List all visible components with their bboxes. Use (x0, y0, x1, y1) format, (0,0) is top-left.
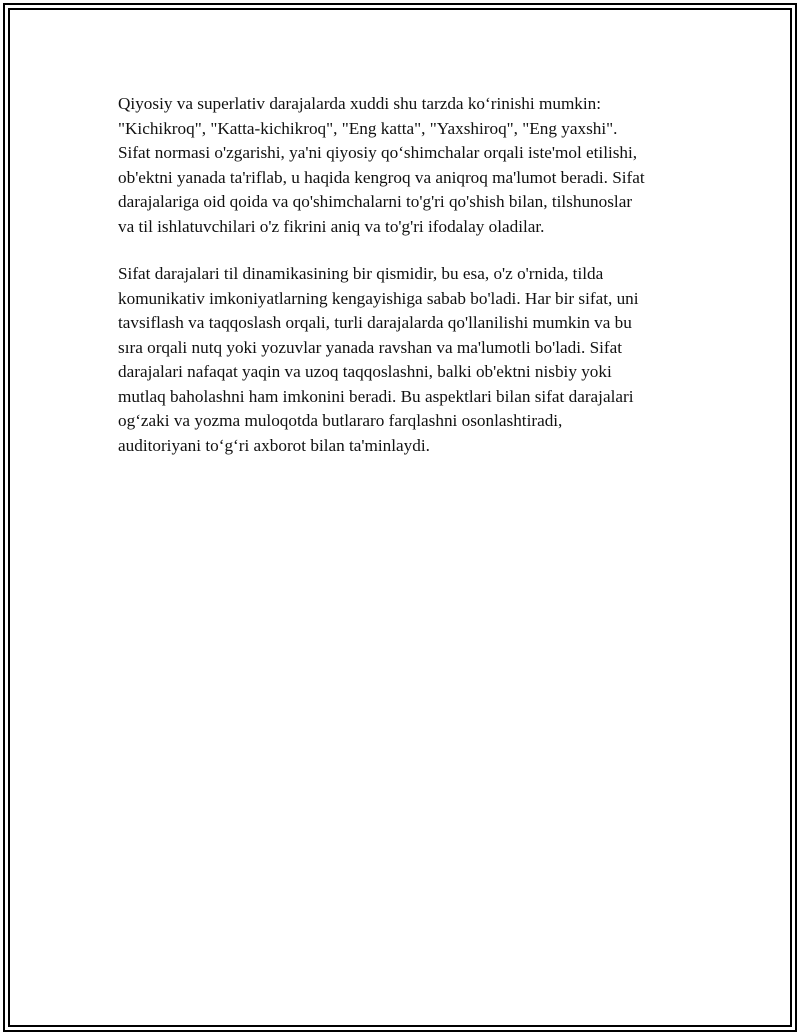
text-line: auditoriyani to‘g‘ri axborot bilan ta'minlaydi. (118, 435, 430, 455)
text-line: Sifat normasi o'zgarishi, ya'ni qiyosiy qo‘shimchalar orqali iste'mol etilishi, (118, 143, 638, 162)
text-line: darajalari nafaqat yaqin va uzoq taqqoslashni, balki ob'ektni nisbiy yoki (118, 362, 612, 381)
text-line: og‘zaki va yozma muloqotda butlararo farqlashni osonlashtiradi, (118, 411, 563, 430)
text-line: ob'ektni yanada ta'riflab, u haqida kengroq va aniqroq ma'lumot beradi. Sifat (118, 167, 645, 187)
text-line: sıra orqali nutq yoki yozuvlar yanada ravshan va ma'lumotli bo'ladi. Sifat (118, 337, 623, 357)
text-line: Qiyosiy va superlativ darajalarda xuddi shu tarzda ko‘rinishi mumkin: (118, 94, 602, 113)
text-line: tavsiflash va taqqoslash orqali, turli darajalarda qo'llanilishi mumkin va bu (118, 313, 632, 332)
text-line: komunikativ imkoniyatlarning kengayishiga sabab bo'ladi. Har bir sifat, uni (118, 288, 639, 308)
paragraph-2 (118, 262, 698, 458)
text-line: va til ishlatuvchilari o'z fikrini aniq va to'g'ri ifodalay oladilar. (118, 216, 545, 236)
text-line: darajalariga oid qoida va qo'shimchalarni to'g'ri qo'shish bilan, tilshunoslar (118, 192, 633, 211)
text-line: Sifat darajalari til dinamikasining bir qismidir, bu esa, o'z o'rnida, tilda (118, 264, 604, 283)
text-line: mutlaq baholashni ham imkonini beradi. Bu aspektlari bilan sifat darajalari (118, 386, 634, 406)
paragraph-1 (118, 92, 698, 239)
document-body (118, 92, 698, 481)
text-line: "Kichikroq", "Katta-kichikroq", "Eng katta", "Yaxshiroq", "Eng yaxshi". (118, 118, 618, 138)
